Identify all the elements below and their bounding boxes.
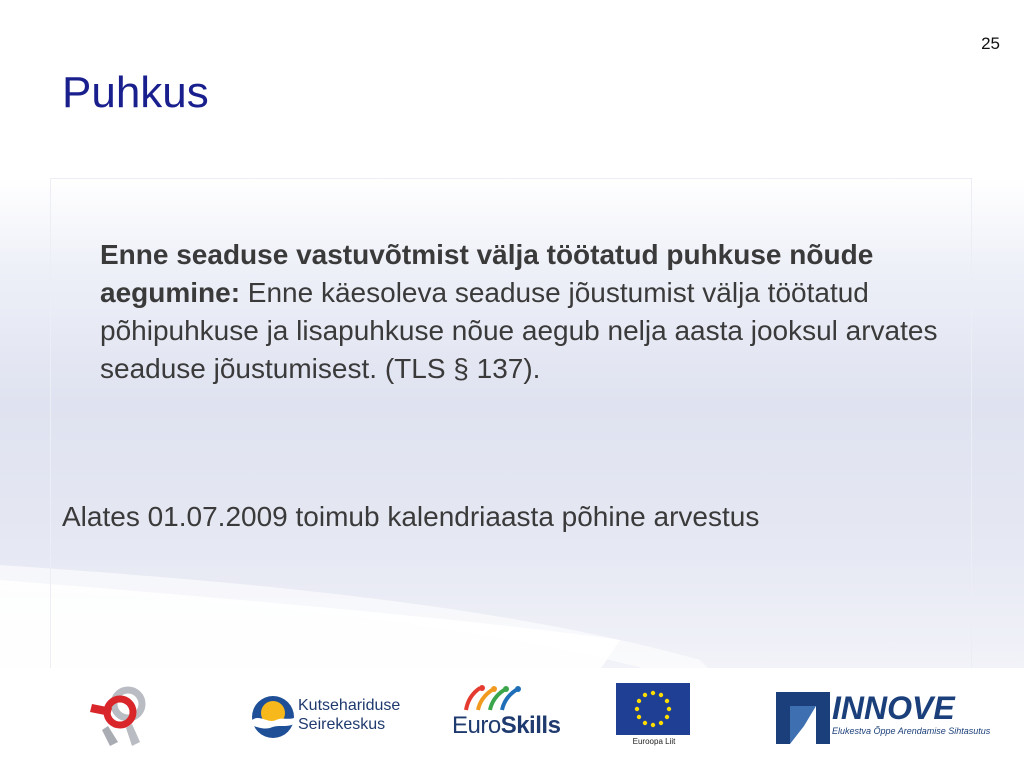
innove-tagline: Elukestva Õppe Arendamise Sihtasutus (832, 726, 991, 736)
eu-caption: Euroopa Liit (632, 737, 676, 746)
euroskills-prefix: Euro (452, 712, 501, 739)
euroskills-suffix: Skills (500, 712, 561, 739)
paragraph-kalendriaasta: Alates 01.07.2009 toimub kalendriaasta põhine arvestus (62, 501, 760, 532)
innove-wordmark: INNOVE (832, 690, 955, 726)
euroskills-wordmark (452, 712, 560, 740)
slide-number: 25 (981, 34, 1000, 53)
paragraph-aegumine-heading: Enne seaduse vastuvõtmist välja töötatud puhkuse nõude aegumine: (100, 239, 874, 308)
slide-title: Puhkus (62, 68, 209, 117)
euroskills-emblem (458, 684, 538, 714)
seirekeskus-line2: Seirekeskus (298, 716, 386, 733)
paragraph-aegumine (100, 236, 980, 388)
seirekeskus-line1: Kutsehariduse (298, 697, 401, 714)
seirekeskus-logo (250, 694, 296, 740)
seirekeskus-name (298, 696, 400, 734)
keys-logo (84, 684, 156, 748)
paragraph-aegumine-text: Enne käesoleva seaduse jõustumist välja töötatud põhipuhkuse ja lisapuhkuse nõue aegub nelja aasta jooksul arvates seaduse jõustumisest. (TLS § 137). (100, 277, 938, 384)
innove-emblem (776, 692, 830, 744)
eu-flag-icon (616, 683, 690, 735)
